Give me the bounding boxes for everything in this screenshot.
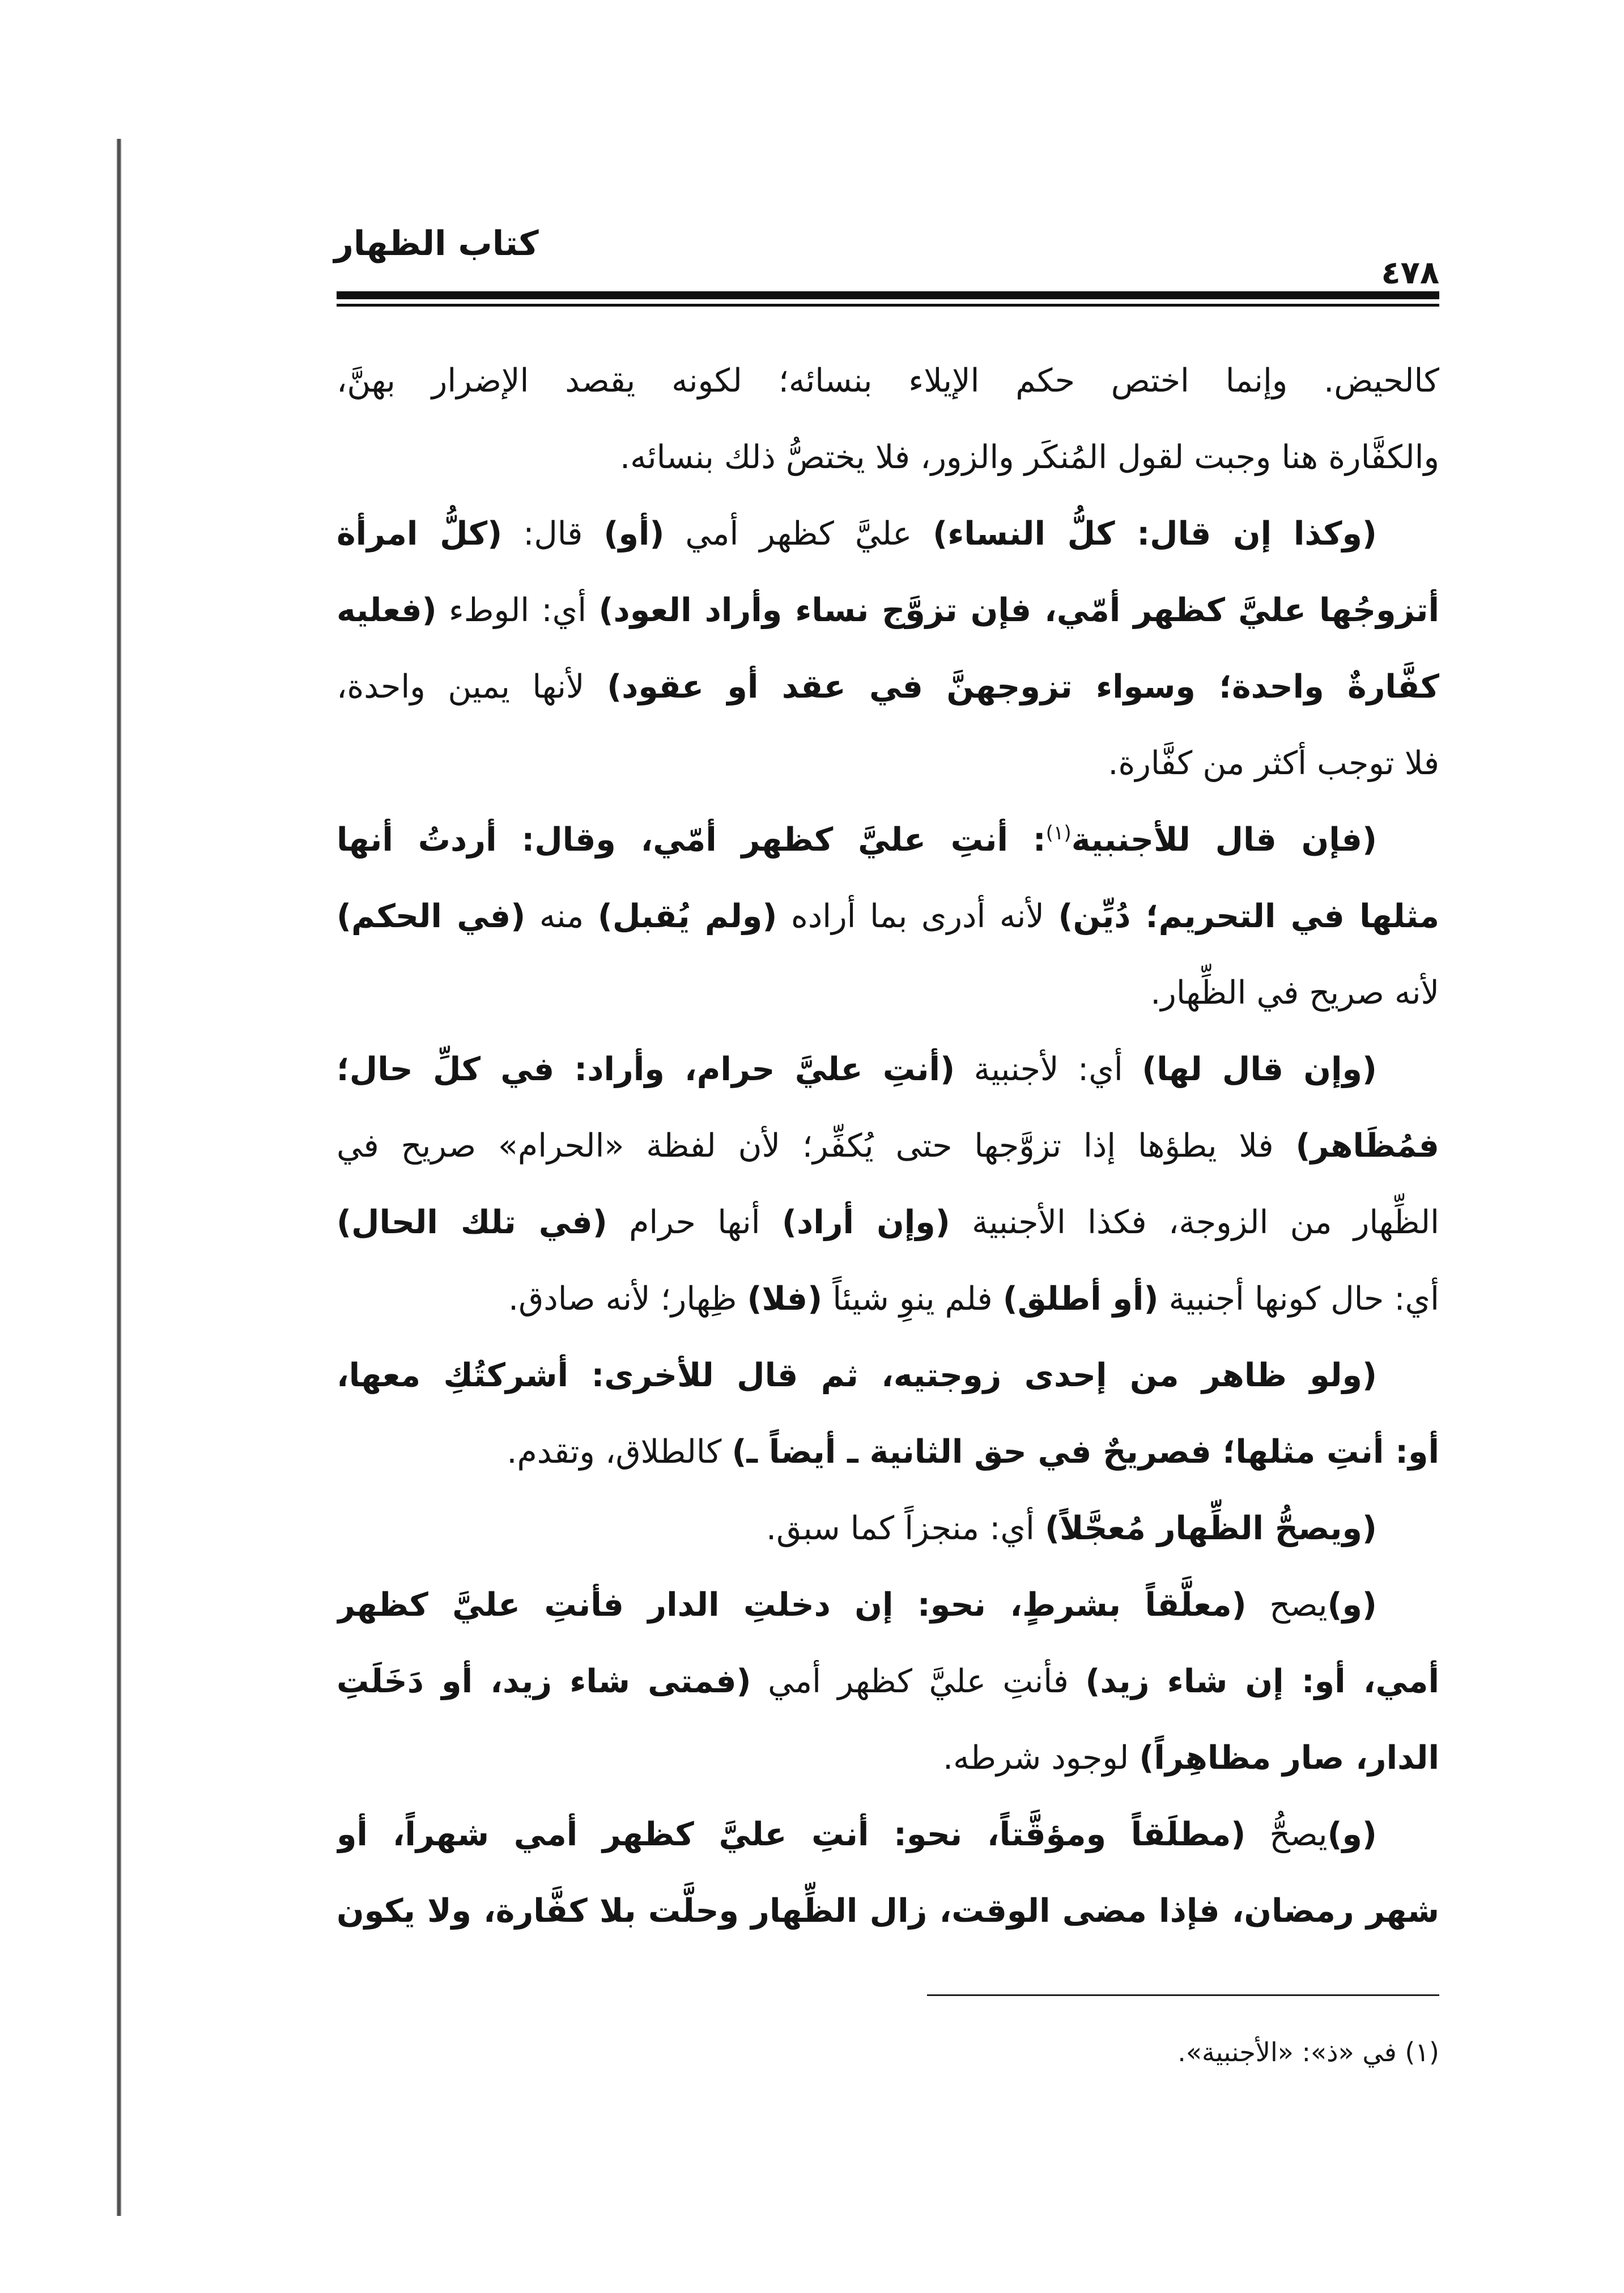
header-rule-thin bbox=[337, 304, 1439, 307]
matn-segment: شهر رمضان، فإذا مضى الوقت، زال الظِّهار وحلَّت بلا كفَّارة، ولا يكون bbox=[337, 1892, 1439, 1930]
paragraph bbox=[337, 1567, 1439, 1797]
text-line bbox=[337, 1720, 1439, 1797]
commentary-segment: كالحيض. وإنما اختص حكم الإيلاء بنسائه؛ لكونه يقصد الإضرار بهنَّ، bbox=[337, 362, 1439, 400]
matn-segment: أو: أنتِ مثلها؛ فصريحٌ في حق الثانية ـ أيضاً ـ) bbox=[732, 1433, 1439, 1471]
text-line bbox=[337, 1261, 1439, 1337]
commentary-segment: أي: لأجنبية bbox=[955, 1051, 1142, 1088]
commentary-segment: كالطلاق، وتقدم. bbox=[507, 1433, 732, 1471]
commentary-segment: أي: منجزاً كما سبق. bbox=[766, 1510, 1045, 1547]
matn-segment: (فلا) bbox=[747, 1280, 823, 1318]
text-line bbox=[337, 496, 1439, 572]
text-line bbox=[337, 572, 1439, 649]
matn-segment: (أو أطلق) bbox=[1002, 1280, 1159, 1318]
matn-segment: (أو) bbox=[603, 515, 665, 553]
paragraph bbox=[337, 1031, 1439, 1337]
matn-segment: (وإن قال لها) bbox=[1142, 1051, 1377, 1088]
text-line bbox=[337, 1797, 1439, 1873]
commentary-segment: فلم ينوِ شيئاً bbox=[822, 1280, 1003, 1318]
commentary-segment: والكفَّارة هنا وجبت لقول المُنكَر والزور، فلا يختصُّ ذلك بنسائه. bbox=[620, 439, 1439, 476]
matn-segment: (في الحكم) bbox=[337, 898, 526, 935]
matn-segment: (في تلك الحال) bbox=[337, 1204, 607, 1241]
matn-segment: فمُظَاهر) bbox=[1295, 1127, 1439, 1165]
text-line bbox=[337, 1414, 1439, 1491]
matn-segment: (معلَّقاً بشرطٍ، نحو: إن دخلتِ الدار فأنتِ عليَّ كظهر bbox=[337, 1586, 1247, 1624]
body-text bbox=[337, 343, 1439, 1950]
matn-segment: (فمتى شاء زيد، أو دَخَلَتِ bbox=[337, 1663, 751, 1700]
text-line bbox=[337, 343, 1439, 419]
footnote-rule bbox=[927, 1994, 1439, 1996]
matn-segment: (وإن أراد) bbox=[781, 1204, 950, 1241]
commentary-segment: منه bbox=[525, 898, 598, 935]
page-number: ٤٧٨ bbox=[1381, 254, 1439, 291]
matn-segment: (كلُّ امرأة bbox=[337, 515, 503, 553]
matn-segment: (ولم يُقبل) bbox=[597, 898, 777, 935]
commentary-segment: يصح bbox=[1246, 1586, 1328, 1624]
text-line bbox=[337, 1031, 1439, 1108]
commentary-segment: لأنه صريح في الظِّهار. bbox=[1150, 974, 1439, 1012]
commentary-segment: أنها حرام bbox=[607, 1204, 782, 1241]
matn-segment: : أنتِ عليَّ كظهر أمّي، وقال: أردتُ أنها bbox=[337, 821, 1046, 859]
matn-segment: (و) bbox=[1327, 1816, 1377, 1853]
commentary-segment: يصحُّ bbox=[1245, 1816, 1328, 1853]
text-line bbox=[337, 1337, 1439, 1414]
matn-segment: (مطلَقاً ومؤقَّتاً، نحو: أنتِ عليَّ كظهر أمي شهراً، أو bbox=[337, 1816, 1246, 1853]
commentary-segment: لوجود شرطه. bbox=[942, 1739, 1140, 1777]
matn-segment: (وكذا إن قال: كلُّ النساء) bbox=[933, 515, 1377, 553]
text-line bbox=[337, 725, 1439, 802]
commentary-segment: أي: حال كونها أجنبية bbox=[1158, 1280, 1439, 1318]
commentary-segment: فلا يطؤها إذا تزوَّجها حتى يُكفِّر؛ لأن لفظة «الحرام» صريح في bbox=[337, 1127, 1296, 1165]
text-line bbox=[337, 1873, 1439, 1950]
matn-segment: (فعليه bbox=[337, 592, 437, 629]
matn-segment: (و) bbox=[1327, 1586, 1377, 1624]
text-line bbox=[337, 649, 1439, 725]
paragraph bbox=[337, 802, 1439, 1031]
text-line bbox=[337, 1491, 1439, 1567]
text-line bbox=[337, 1567, 1439, 1644]
commentary-segment: أي: الوطء bbox=[436, 592, 599, 629]
matn-segment: كفَّارةٌ واحدة؛ وسواء تزوجهنَّ في عقد أو عقود) bbox=[607, 668, 1439, 706]
matn-segment: (ويصحُّ الظِّهار مُعجَّلاً) bbox=[1044, 1510, 1377, 1547]
text-line bbox=[337, 955, 1439, 1031]
text-line bbox=[337, 1644, 1439, 1720]
matn-segment: (فإن قال للأجنبية bbox=[1071, 821, 1377, 859]
commentary-segment: لأنه أدرى بما أراده bbox=[777, 898, 1058, 935]
running-head-title: كتاب الظهار bbox=[334, 224, 539, 264]
gutter-shadow-line bbox=[117, 139, 121, 2216]
commentary-segment: عليَّ كظهر أمي bbox=[664, 515, 933, 553]
paragraph bbox=[337, 496, 1439, 802]
footnote-marker: (١) bbox=[1045, 822, 1072, 844]
matn-segment: أمي، أو: إن شاء زيد) bbox=[1085, 1663, 1439, 1700]
text-line bbox=[337, 1184, 1439, 1261]
matn-segment: (ولو ظاهر من إحدى زوجتيه، ثم قال للأخرى: أشركتُكِ معها، bbox=[337, 1357, 1377, 1394]
commentary-segment: قال: bbox=[502, 515, 604, 553]
paragraph bbox=[337, 1797, 1439, 1950]
commentary-segment: فأنتِ عليَّ كظهر أمي bbox=[751, 1663, 1086, 1700]
text-line bbox=[337, 1108, 1439, 1184]
paragraph bbox=[337, 343, 1439, 496]
text-line bbox=[337, 802, 1439, 878]
text-line bbox=[337, 878, 1439, 955]
paragraph bbox=[337, 1491, 1439, 1567]
matn-segment: (أنتِ عليَّ حرام، وأراد: في كلِّ حال؛ bbox=[337, 1051, 955, 1088]
matn-segment: مثلها في التحريم؛ دُيِّن) bbox=[1058, 898, 1439, 935]
commentary-segment: الظِّهار من الزوجة، فكذا الأجنبية bbox=[950, 1204, 1439, 1241]
footnote-text: (١) في «ذ»: «الأجنبية». bbox=[1177, 2037, 1439, 2067]
matn-segment: أتزوجُها عليَّ كظهر أمّي، فإن تزوَّج نساء وأراد العود) bbox=[598, 592, 1439, 629]
commentary-segment: فلا توجب أكثر من كفَّارة. bbox=[1108, 745, 1439, 782]
commentary-segment: لأنها يمين واحدة، bbox=[337, 668, 607, 706]
matn-segment: الدار، صار مظاهِراً) bbox=[1139, 1739, 1439, 1777]
text-line bbox=[337, 419, 1439, 496]
paragraph bbox=[337, 1337, 1439, 1491]
header-rule-thick bbox=[337, 291, 1439, 299]
commentary-segment: ظِهار؛ لأنه صادق. bbox=[508, 1280, 747, 1318]
